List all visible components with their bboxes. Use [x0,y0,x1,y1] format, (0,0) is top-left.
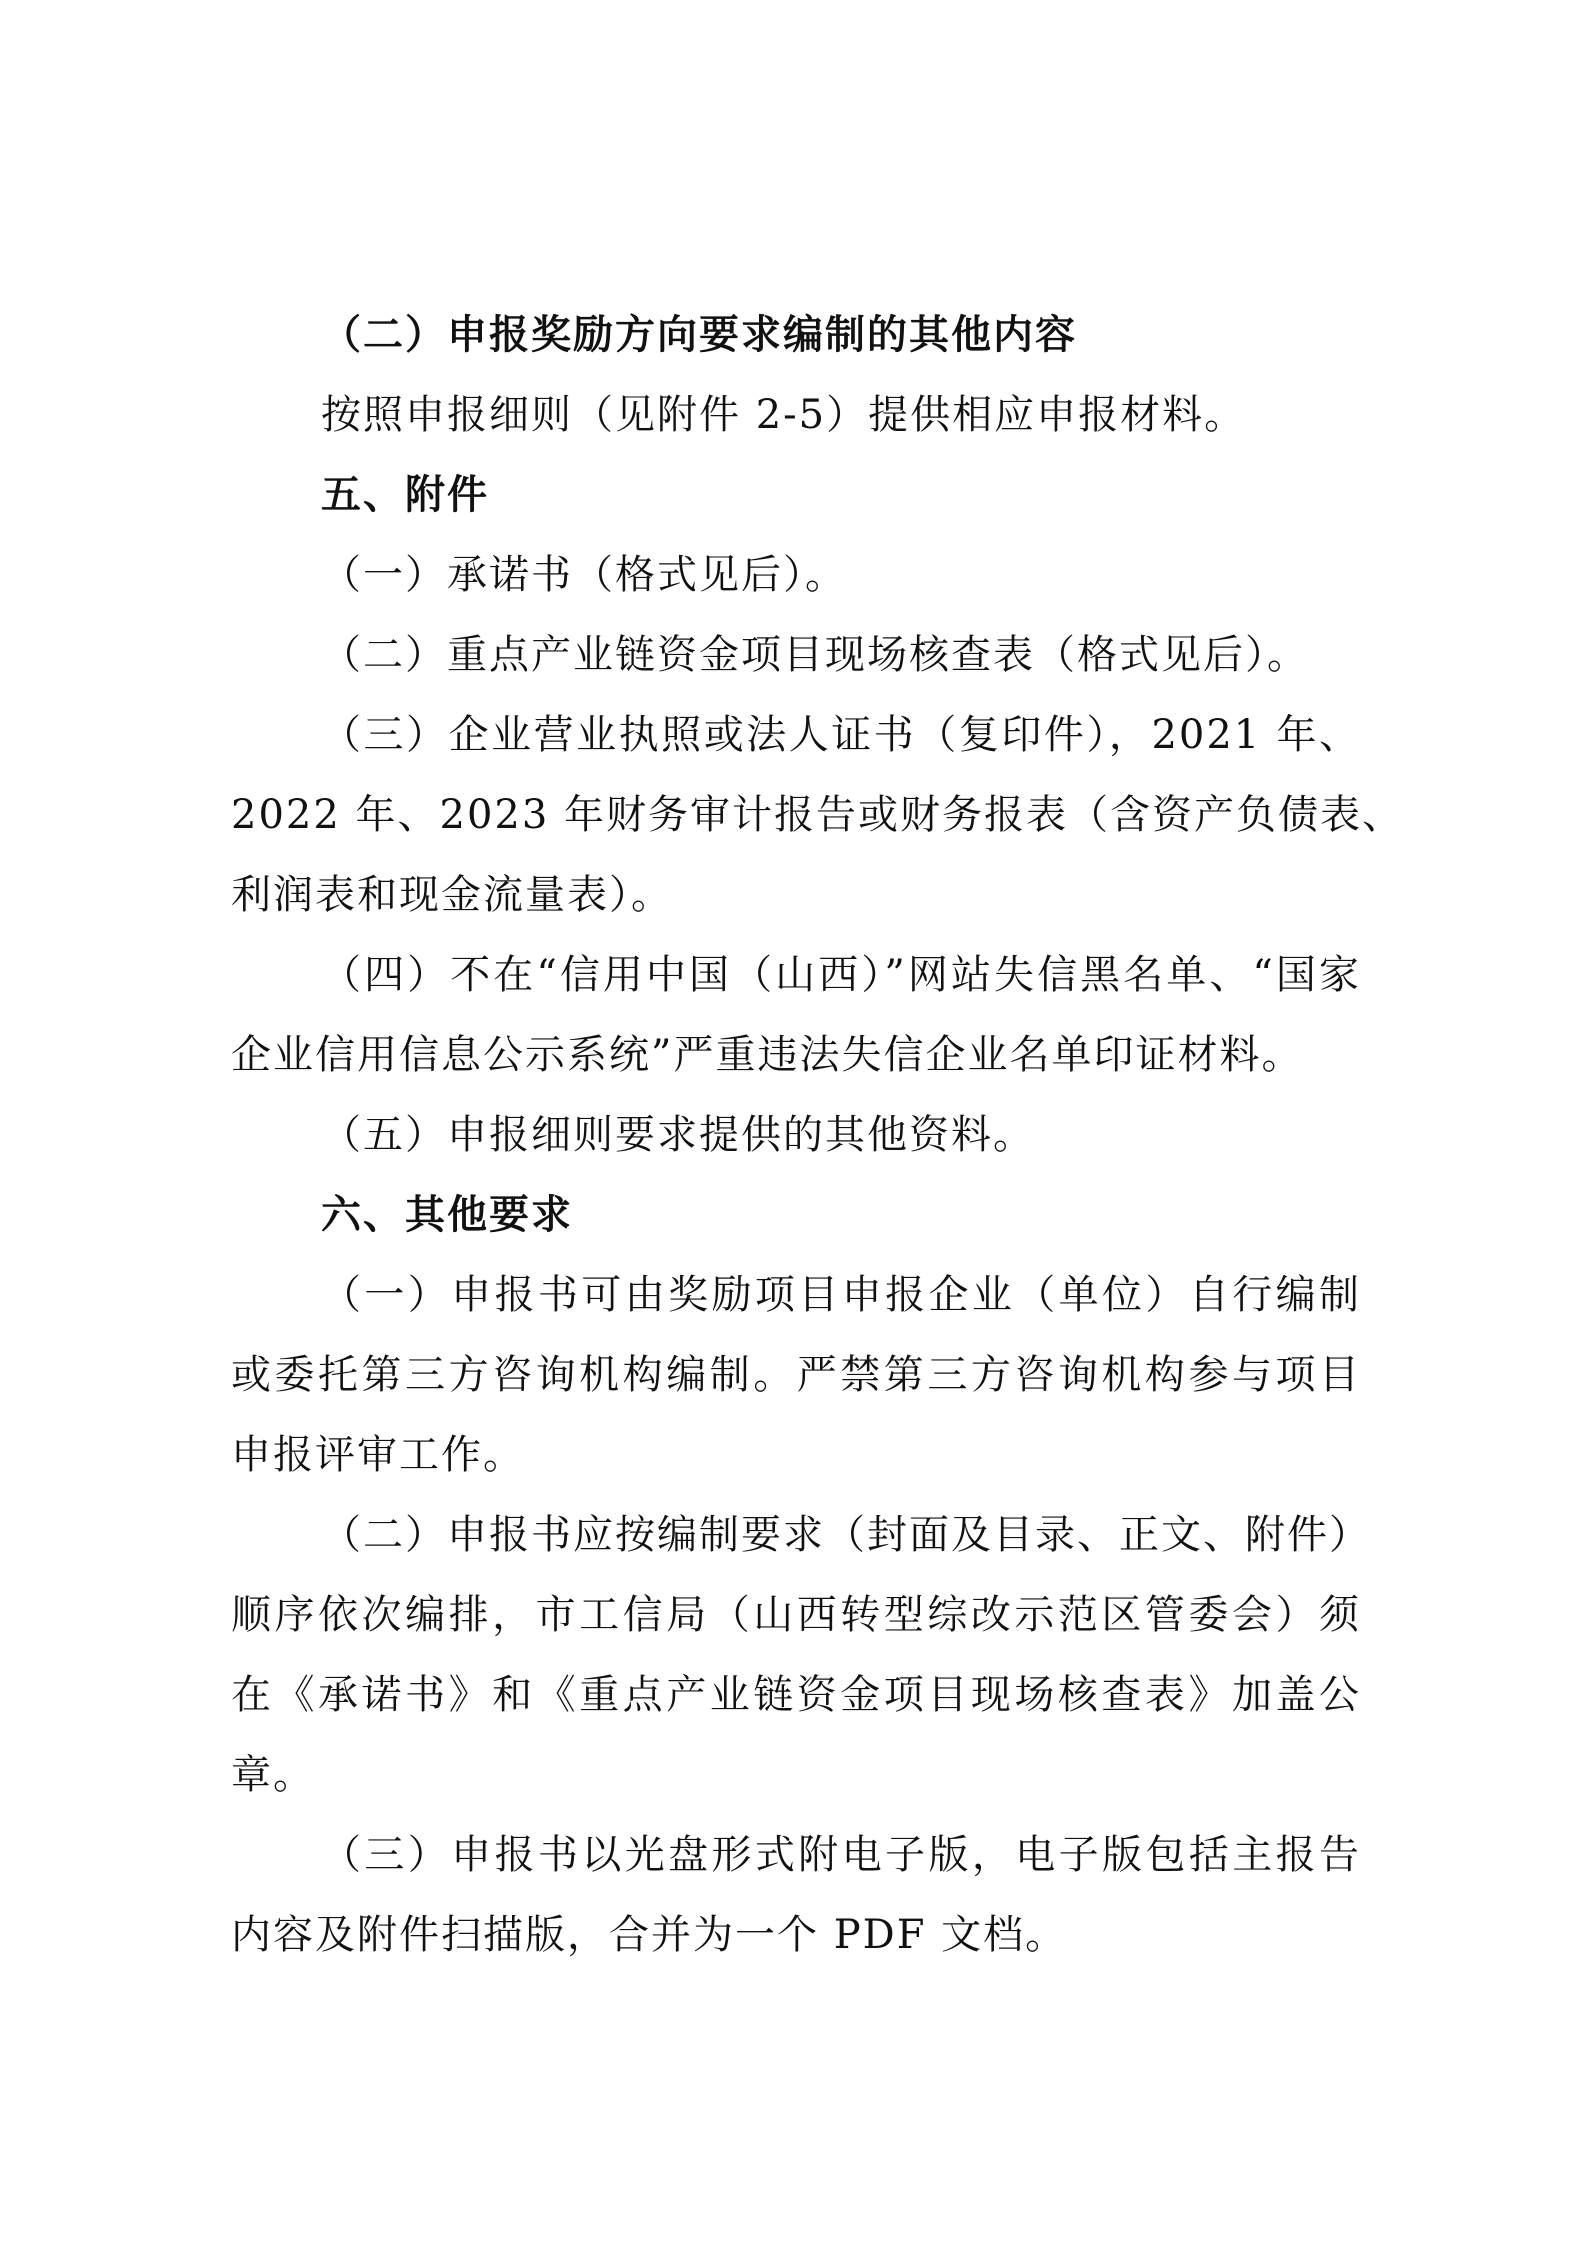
requirement-2-line-4: 章。 [231,1752,315,1798]
attachment-1: （一）承诺书（格式见后）。 [321,552,847,598]
attachment-4-line-1: （四）不在“信用中国（山西）”网站失信黑名单、“国家 [321,952,1361,998]
document-body [231,295,1405,1975]
requirement-2-line-2: 顺序依次编排，市工信局（山西转型综改示范区管委会）须 [231,1592,1361,1638]
section-2-body: 按照申报细则（见附件 2-5）提供相应申报材料。 [321,392,1247,438]
section-5-heading: 五、附件 [321,471,489,518]
section-6-heading: 六、其他要求 [321,1191,573,1238]
attachment-3-line-1: （三）企业营业执照或法人证书（复印件），2021 年、 [321,712,1361,758]
requirement-2-line-1: （二）申报书应按编制要求（封面及目录、正文、附件） [321,1512,1371,1558]
attachment-5: （五）申报细则要求提供的其他资料。 [321,1112,1035,1158]
attachment-3-line-2: 2022 年、2023 年财务审计报告或财务报表（含资产负债表、 [231,792,1405,838]
requirement-3-line-2: 内容及附件扫描版，合并为一个 PDF 文档。 [231,1912,1068,1958]
requirement-1-line-2: 或委托第三方咨询机构编制。严禁第三方咨询机构参与项目 [231,1352,1361,1398]
section-2-heading: （二）申报奖励方向要求编制的其他内容 [321,311,1077,358]
requirement-1-line-1: （一）申报书可由奖励项目申报企业（单位）自行编制 [321,1272,1361,1318]
requirement-2-line-3: 在《承诺书》和《重点产业链资金项目现场核查表》加盖公 [231,1672,1361,1718]
requirement-3-line-1: （三）申报书以光盘形式附电子版，电子版包括主报告 [321,1832,1361,1878]
requirement-1-line-3: 申报评审工作。 [231,1432,525,1478]
attachment-4-line-2: 企业信用信息公示系统”严重违法失信企业名单印证材料。 [231,1032,1304,1078]
attachment-3-line-3: 利润表和现金流量表）。 [231,872,673,918]
attachment-2: （二）重点产业链资金项目现场核查表（格式见后）。 [321,632,1309,678]
